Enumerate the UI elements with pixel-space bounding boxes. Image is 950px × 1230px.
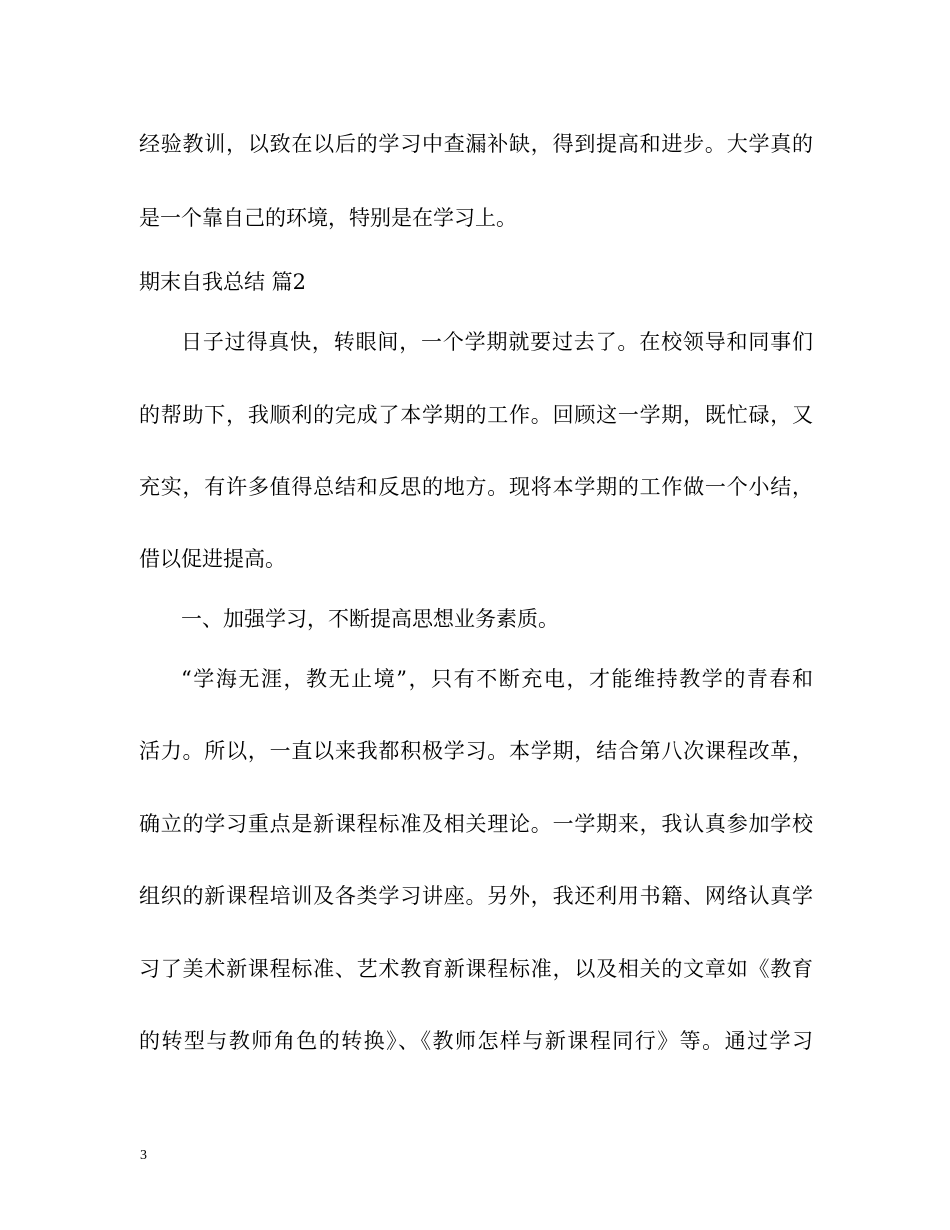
body-text-line: 习了美术新课程标准、艺术教育新课程标准，以及相关的文章如《教育 bbox=[139, 957, 813, 981]
body-text-line: 组织的新课程培训及各类学习讲座。另外，我还利用书籍、网络认真学 bbox=[139, 884, 813, 908]
body-text-line: 活力。所以，一直以来我都积极学习。本学期，结合第八次课程改革， bbox=[139, 739, 813, 763]
body-text-line: 充实，有许多值得总结和反思的地方。现将本学期的工作做一个小结， bbox=[139, 475, 813, 499]
body-text-line: 确立的学习重点是新课程标准及相关理论。一学期来，我认真参加学校 bbox=[139, 812, 813, 836]
body-text-line: “学海无涯，教无止境”，只有不断充电，才能维持教学的青春和 bbox=[181, 667, 813, 691]
page-number: 3 bbox=[140, 1148, 147, 1163]
body-text-line: 日子过得真快，转眼间，一个学期就要过去了。在校领导和同事们 bbox=[181, 330, 813, 354]
subsection-heading: 一、加强学习，不断提高思想业务素质。 bbox=[181, 607, 559, 631]
body-text-line: 的转型与教师角色的转换》、《教师怎样与新课程同行》等。通过学习 bbox=[139, 1029, 813, 1053]
body-text-line: 的帮助下，我顺利的完成了本学期的工作。回顾这一学期，既忙碌，又 bbox=[139, 403, 813, 427]
body-text-line: 经验教训，以致在以后的学习中查漏补缺，得到提高和进步。大学真的 bbox=[139, 132, 813, 156]
body-text-line: 借以促进提高。 bbox=[139, 547, 286, 571]
section-heading: 期末自我总结 篇2 bbox=[139, 270, 307, 294]
body-text-line: 是一个靠自己的环境，特别是在学习上。 bbox=[139, 206, 517, 230]
